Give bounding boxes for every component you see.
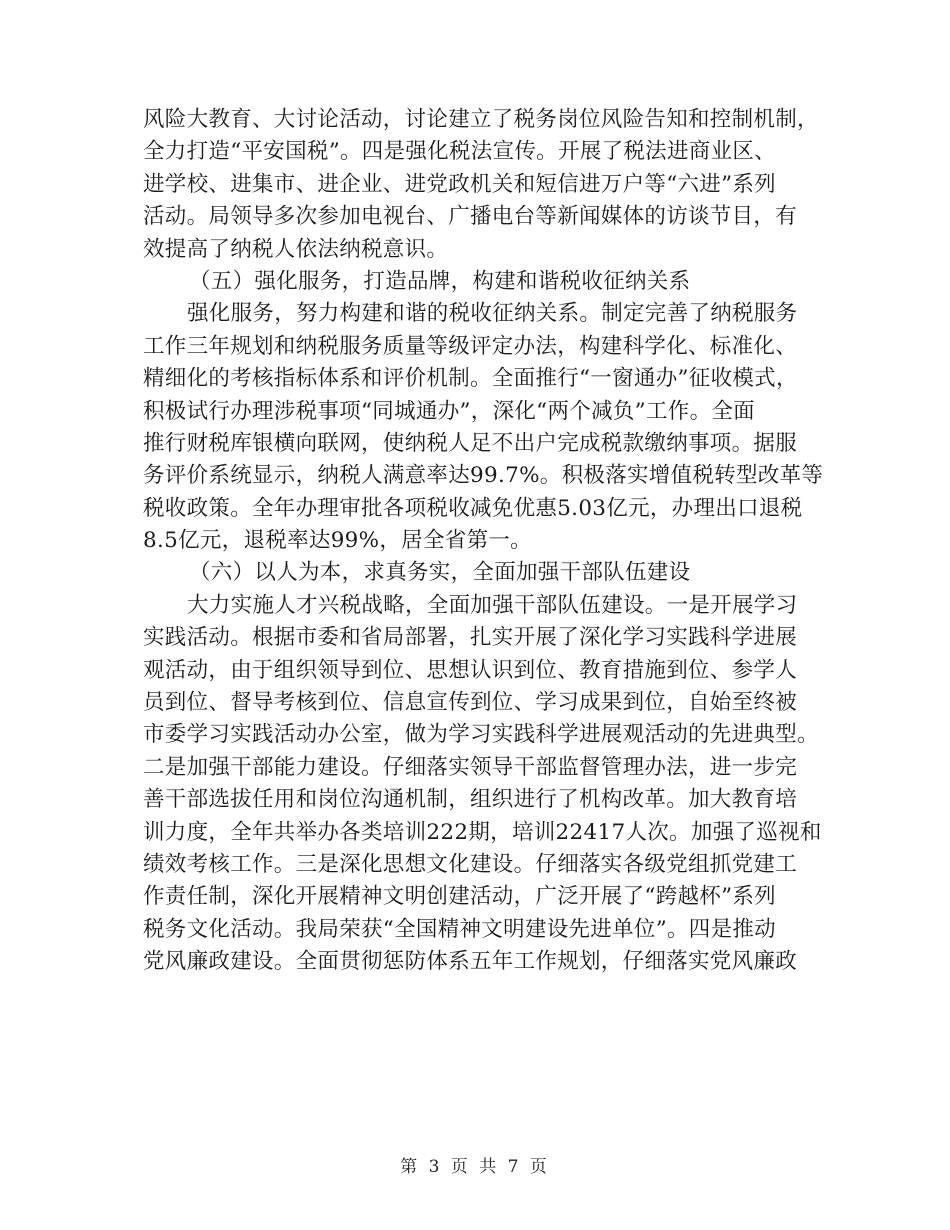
- text-line: 务评价系统显示，纳税人满意率达99.7%。积极落实增值税转型改革等: [143, 463, 824, 489]
- section-heading-5: （五）强化服务，打造品牌，构建和谐税收征纳关系: [189, 268, 691, 294]
- document-body: [143, 104, 824, 979]
- text-line: 进学校、进集市、进企业、进党政机关和短信进万户等“六进”系列: [143, 171, 776, 197]
- text-line: 税收政策。全年办理审批各项税收减免优惠5.03亿元，办理出口退税: [143, 495, 803, 521]
- text-line: 效提高了纳税人依法纳税意识。: [143, 236, 449, 262]
- text-line: 实践活动。根据市委和省局部署，扎实开展了深化学习实践科学进展: [143, 625, 798, 651]
- text-line: 精细化的考核指标体系和评价机制。全面推行“一窗通办”征收模式，: [143, 366, 798, 392]
- text-line: 推行财税库银横向联网，使纳税人足不出户完成税款缴纳事项。据服: [143, 430, 798, 456]
- text-line: 二是加强干部能力建设。仔细落实领导干部监督管理办法，进一步完: [143, 754, 798, 780]
- section-heading-6: （六）以人为本，求真务实，全面加强干部队伍建设: [189, 560, 691, 586]
- text-line: 工作三年规划和纳税服务质量等级评定办法，构建科学化、标准化、: [143, 333, 798, 359]
- text-line: 善干部选拔任用和岗位沟通机制，组织进行了机构改革。加大教育培: [143, 787, 798, 813]
- text-line: 全力打造“平安国税”。四是强化税法宣传。开展了税法进商业区、: [143, 139, 776, 165]
- text-line: 员到位、督导考核到位、信息宣传到位、学习成果到位，自始至终被: [143, 690, 798, 716]
- text-line: 活动。局领导多次参加电视台、广播电台等新闻媒体的访谈节目，有: [143, 204, 798, 230]
- text-line: 作责任制，深化开展精神文明创建活动，广泛开展了“跨越杯”系列: [143, 884, 776, 910]
- page-number-footer: 第 3 页 共 7 页: [400, 1157, 550, 1177]
- text-line: 观活动，由于组织领导到位、思想认识到位、教育措施到位、参学人: [143, 657, 798, 683]
- text-line: 积极试行办理涉税事项“同城通办”，深化“两个减负”工作。全面: [143, 398, 755, 424]
- text-line: 税务文化活动。我局荣获“全国精神文明建设先进单位”。四是推动: [143, 916, 776, 942]
- text-line: 市委学习实践活动办公室，做为学习实践科学进展观活动的先进典型。: [143, 722, 819, 748]
- text-line: 8.5亿元，退税率达99%，居全省第一。: [143, 528, 532, 554]
- text-line: 风险大教育、大讨论活动，讨论建立了税务岗位风险告知和控制机制，: [143, 107, 819, 132]
- text-line: 训力度，全年共举办各类培训222期，培训22417人次。加强了巡视和: [143, 819, 822, 845]
- paragraph-start: 强化服务，努力构建和谐的税收征纳关系。制定完善了纳税服务: [187, 301, 798, 327]
- text-line: 党风廉政建设。全面贯彻惩防体系五年工作规划，仔细落实党风廉政: [143, 949, 798, 975]
- text-line: 绩效考核工作。三是深化思想文化建设。仔细落实各级党组抓党建工: [143, 851, 798, 877]
- paragraph-start: 大力实施人才兴税战略，全面加强干部队伍建设。一是开展学习: [187, 592, 798, 618]
